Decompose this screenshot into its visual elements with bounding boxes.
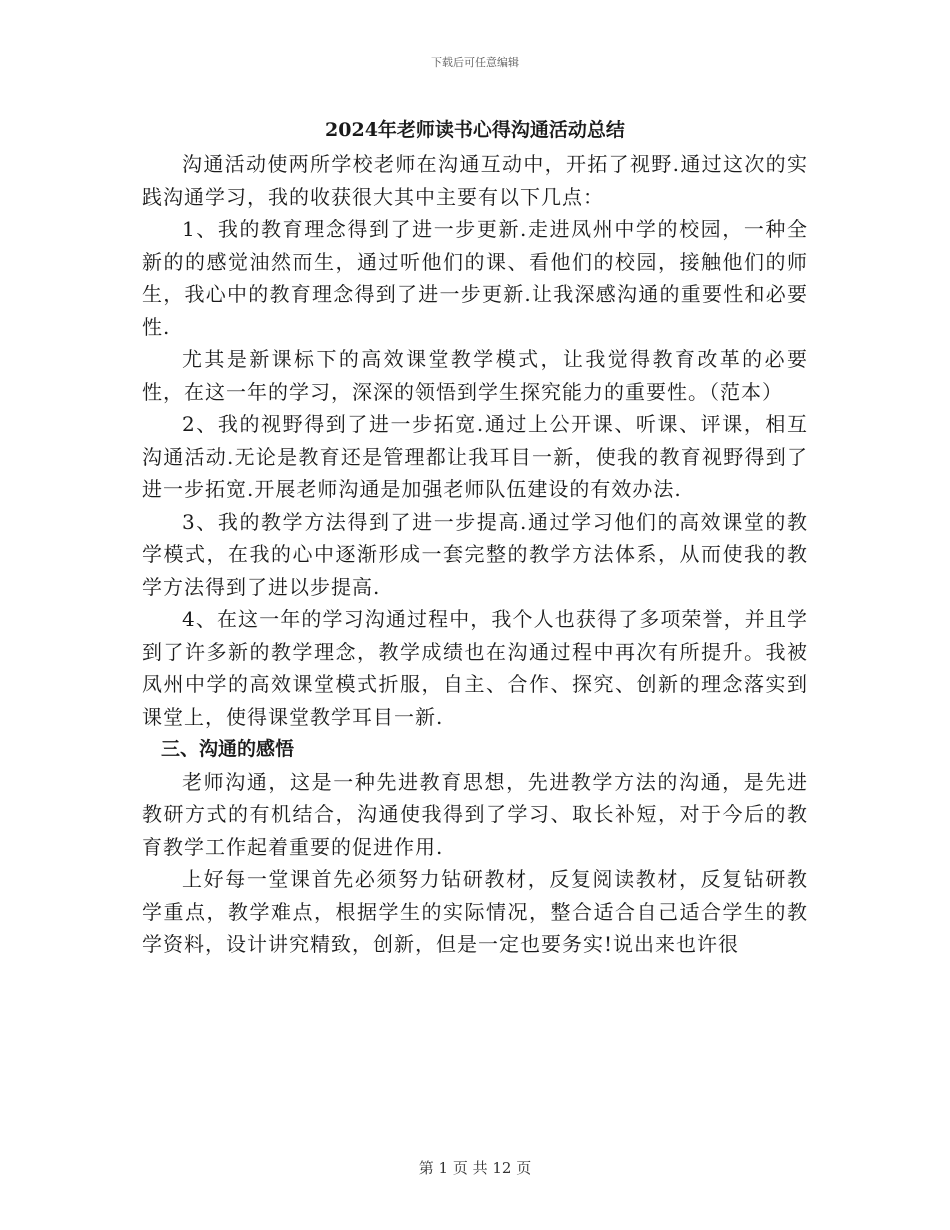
document-title: 2024年老师读书心得沟通活动总结 bbox=[325, 119, 625, 141]
paragraph-section-1: 老师沟通，这是一种先进教育思想，先进教学方法的沟通，是先进教研方式的有机结合，沟通使我得到了学习、取长补短，对于今后的教育教学工作起着重要的促进作用. bbox=[142, 769, 808, 859]
paragraph-section-2: 上好每一堂课首先必须努力钻研教材，反复阅读教材，反复钻研教学重点，教学难点，根据学生的实际情况，整合适合自己适合学生的教学资料，设计讲究精致，创新，但是一定也要务实!说出来也许很 bbox=[142, 867, 808, 956]
paragraph-point-3: 3、我的教学方法得到了进一步提高.通过学习他们的高效课堂的教学模式，在我的心中逐渐形成一套完整的教学方法体系，从而使我的教学方法得到了进以步提高. bbox=[142, 509, 808, 599]
document-body bbox=[142, 148, 808, 961]
paragraph-point-4: 4、在这一年的学习沟通过程中，我个人也获得了多项荣誉，并且学到了许多新的教学理念，教学成绩也在沟通过程中再次有所提升。我被凤州中学的高效课堂模式折服，自主、合作、探究、创新的理念落实到课堂上，使得课堂教学耳目一新. bbox=[142, 607, 808, 729]
paragraph-intro: 沟通活动使两所学校老师在沟通互动中，开拓了视野.通过这次的实践沟通学习，我的收获很大其中主要有以下几点： bbox=[142, 152, 808, 209]
paragraph-point-2: 2、我的视野得到了进一步拓宽.通过上公开课、听课、评课，相互沟通活动.无论是教育还是管理都让我耳目一新，使我的教育视野得到了进一步拓宽.开展老师沟通是加强老师队伍建设的有效办法. bbox=[142, 412, 808, 501]
section-heading: 三、沟通的感悟 bbox=[161, 738, 295, 760]
page-number: 第 1 页 共 12 页 bbox=[418, 1159, 532, 1177]
paragraph-point-1: 1、我的教育理念得到了进一步更新.走进凤州中学的校园，一种全新的的感觉油然而生，通过听他们的课、看他们的校园，接触他们的师生，我心中的教育理念得到了进一步更新.让我深感沟通的重要性和必要性. bbox=[142, 217, 808, 339]
page-header-note: 下载后可任意编辑 bbox=[431, 56, 519, 69]
paragraph-point-1-extra: 尤其是新课标下的高效课堂教学模式，让我觉得教育改革的必要性，在这一年的学习，深深的领悟到学生探究能力的重要性。（范本） bbox=[142, 347, 808, 404]
